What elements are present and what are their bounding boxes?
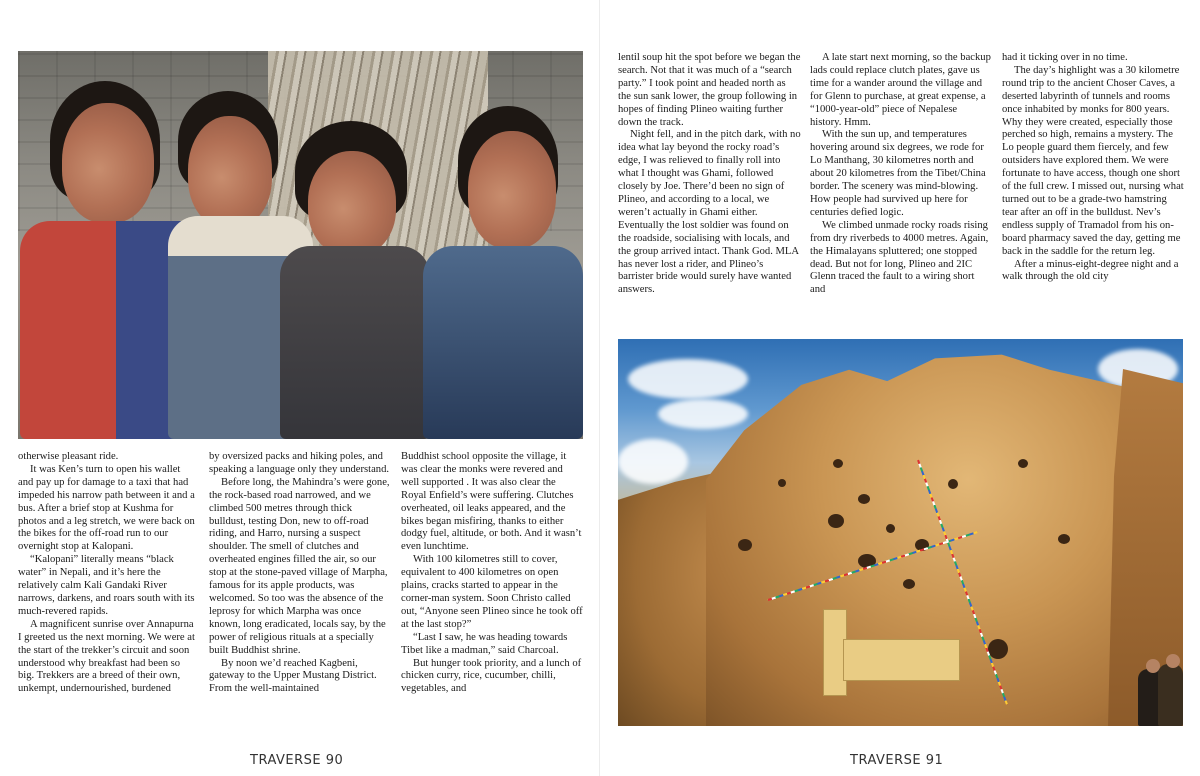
paragraph: With the sun up, and temperatures hovering around six degrees, we rode for Lo Manthang, 30 kilometres north and about 20 kilometres from the Tibet/China border. The scenery was mind-blowing. How people had survived up here for centuries defied logic. <box>810 129 986 218</box>
paragraph: “Kalopani” literally means “black water” in Nepali, and it’s here the relatively calm Kali Gandaki River narrows, darkens, and roars south with its much-revered rapids. <box>18 554 195 617</box>
text-column-2 <box>810 52 991 297</box>
text-column-2 <box>209 451 390 696</box>
paragraph: by oversized packs and hiking poles, and speaking a language only they understand. <box>209 451 390 475</box>
text-column-3 <box>401 451 583 696</box>
paragraph: lentil soup hit the spot before we began the search. Not that it was much of a “search party.” I took point and headed north as the sun sank lower, the group following in hopes of finding Plineo waiting further down the track. <box>618 52 801 128</box>
paragraph: We climbed unmade rocky roads rising from dry riverbeds to 4000 metres. Again, the Himalayans spluttered; one stopped dead. But not for long, Plineo and 2IC Glenn traced the fault to a wiring short and <box>810 219 989 296</box>
paragraph: Before long, the Mahindra’s were gone, the rock-based road narrowed, and we climbed 500 metres through thick bulldust, testing Don, new to off-road riding, and Harro, nursing a suspect shoulder. The smell of clutches and overheated engines filled the air, so our stop at the stone-paved village of Marpha, famous for its apple products, was welcomed. So too was the absence of the leprosy for which Marpha was once known, long eradicated, locals say, by the power of religious rituals at a specially built Buddhist shrine. <box>209 476 390 656</box>
paragraph: A magnificent sunrise over Annapurna I greeted us the next morning. We were at the start of the trekker’s circuit and soon understood why breakfast had been so big. Trekkers are a breed of their own, unkempt, undernourished, burdened <box>18 618 195 695</box>
right-page <box>600 0 1200 776</box>
paragraph: After a minus-eight-degree night and a walk through the old city <box>1002 258 1179 283</box>
shrine-steps <box>843 639 960 681</box>
paragraph: But hunger took priority, and a lunch of chicken curry, rice, cucumber, chilli, vegetables, and <box>401 657 582 695</box>
child-figure <box>423 106 583 439</box>
paragraph: The day’s highlight was a 30 kilometre round trip to the ancient Choser Caves, a deserted labyrinth of tunnels and rooms once inhabited by monks for 800 years. Why they were created, especially those perched so high, remains a mystery. The Lo people guard them fiercely, and few outsiders have explored them. We were fortunate to have access, though one short of the full crew. I missed out, nursing what turned out to be a grade-two hamstring tear after an off in the bulldust. Nev’s endless supply of Tramadol from his on-board pharmacy saved the day, getting me back in the saddle for the return leg. <box>1002 64 1184 257</box>
caves-photo <box>618 339 1183 726</box>
paragraph: otherwise pleasant ride. <box>18 451 119 462</box>
paragraph: had it ticking over in no time. <box>1002 52 1128 63</box>
paragraph: It was Ken’s turn to open his wallet and pay up for damage to a taxi that had impeded his narrow path between it and a bus. After a brief stop at Kushma for photos and a leg stretch, we were back on the bikes for the off-road run to our overnight stop at Kalopani. <box>18 463 195 553</box>
paragraph: Buddhist school opposite the village, it was clear the monks were revered and well supported . It was also clear the Royal Enfield’s were suffering. Clutches overheated, oil leaks appeared, and the bikes began misfiring, thanks to either dodgy fuel, altitude, or both. And it wasn’t even lunchtime. <box>401 451 582 553</box>
child-figure <box>280 121 430 439</box>
paragraph: With 100 kilometres still to cover, equivalent to 400 kilometres on open plains, cracks started to appear in the corner-man system. Soon Christo called out, “Anyone seen Plineo since he took off at the last stop?” <box>401 554 583 630</box>
children-photo <box>18 51 583 439</box>
text-column-1 <box>618 52 801 297</box>
text-column-1 <box>18 451 198 696</box>
text-column-3 <box>1002 52 1184 284</box>
paragraph: “Last I saw, he was heading towards Tibet like a madman,” said Charcoal. <box>401 631 568 656</box>
paragraph: A late start next morning, so the backup lads could replace clutch plates, gave us time for a wander around the village and for Glenn to purchase, at great expense, a “1000-year-old” piece of Nepalese history. Hmm. <box>810 52 991 128</box>
rider-figure <box>1158 664 1183 726</box>
paragraph: Night fell, and in the pitch dark, with no idea what lay beyond the rocky road’s edge, I was relieved to finally roll into what I thought was Ghami, followed closely by Joe. There’d been no sign of Plineo, and according to a local, we weren’t actually in Ghami either. Eventually the lost soldier was found on the roadside, socialising with locals, and the group arrived intact. Thank God. MLA has never lost a rider, and Plineo’s barrister bride would surely have wanted answers. <box>618 129 801 296</box>
page-number: TRAVERSE 91 <box>850 753 944 768</box>
paragraph: By noon we’d reached Kagbeni, gateway to the Upper Mustang District. From the well-maintained <box>209 657 377 695</box>
page-number: TRAVERSE 90 <box>250 753 344 768</box>
